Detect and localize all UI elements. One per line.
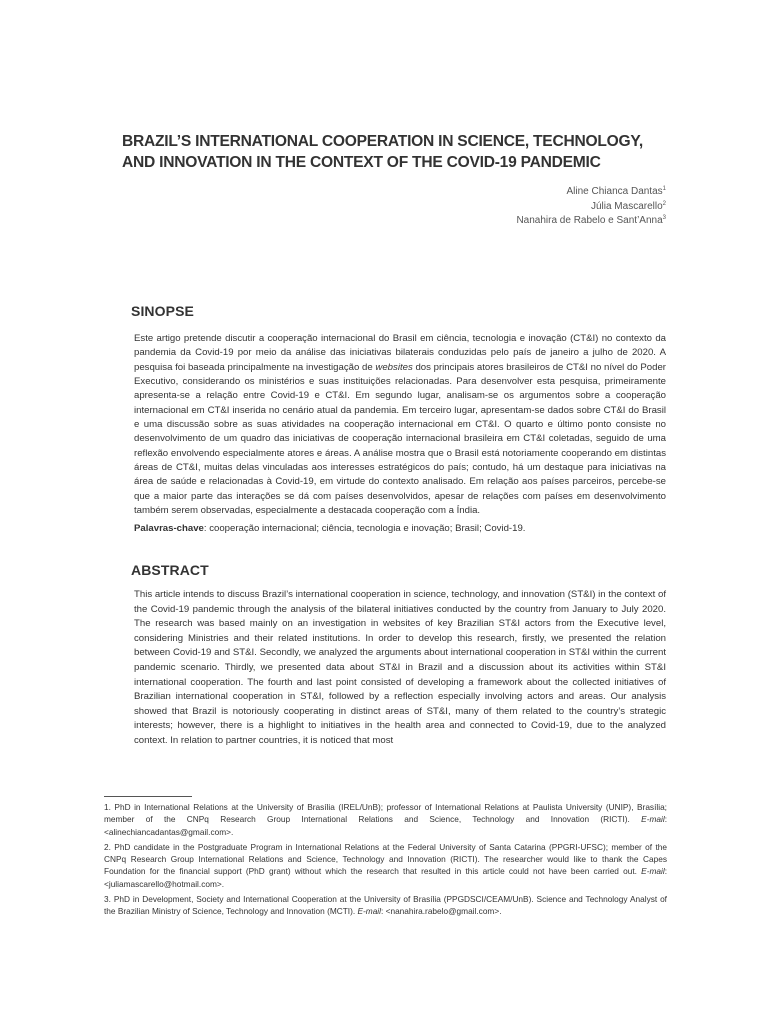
keywords-line — [134, 522, 666, 536]
abstract-heading: ABSTRACT — [131, 562, 209, 578]
sinopse-text-italic: websites — [375, 361, 413, 373]
footnote-3 — [104, 893, 667, 918]
footnote-text: 3. PhD in Development, Society and International Cooperation at the University of Brasília (PPGDSCI/CEAM/UnB). Science and Technology Analyst of the Brazilian Ministry of Science, Technology and Innovation (MCTI). — [104, 894, 667, 917]
author-3 — [516, 214, 666, 229]
footnote-2 — [104, 841, 667, 890]
email-address: : <nanahira.rabelo@gmail.com>. — [381, 906, 502, 917]
email-label: E-mail — [641, 814, 665, 825]
author-name: Nanahira de Rabelo e Sant’Anna — [516, 215, 663, 226]
footnotes — [104, 801, 667, 921]
author-list — [516, 185, 666, 229]
footnote-mark: 3 — [662, 215, 666, 221]
author-name: Aline Chianca Dantas — [566, 186, 663, 197]
sinopse-paragraph — [134, 332, 666, 518]
keywords-values: : cooperação internacional; ciência, tecnologia e inovação; Brasil; Covid-19. — [203, 523, 526, 534]
paper-title-line-1: BRAZIL’S INTERNATIONAL COOPERATION IN SCIENCE, TECHNOLOGY, — [122, 133, 643, 150]
paper-title — [122, 131, 682, 173]
footnote-mark: 1 — [662, 186, 666, 192]
footnote-text: 2. PhD candidate in the Postgraduate Program in International Relations at the Federal University of Santa Catarina (PPGRI-UFSC); member of the CNPq Research Group International Relations and Science, Technology and Innovation (RICTI). The researcher would like to thank the Capes Foundation for the financial support (PhD grant) without which the research that resulted in this article could not have been carried out. — [104, 841, 667, 877]
email-address: : <juliamascarello@hotmail.com>. — [104, 866, 667, 889]
sinopse-heading: SINOPSE — [131, 303, 194, 319]
footnote-mark: 2 — [662, 200, 666, 207]
footnote-1 — [104, 801, 667, 838]
author-2 — [516, 200, 666, 215]
author-name: Júlia Mascarello — [590, 200, 663, 212]
keywords-label: Palavras-chave — [134, 523, 204, 534]
abstract-paragraph: This article intends to discuss Brazil’s international cooperation in science, technology, and innovation (ST&I) in the context of the Covid-19 pandemic through the analysis of the bilateral initiatives conducted by the country from January to July 2020. The research was based mainly on an investigation in websites of key Brazilian ST&I actors from the Executive level, considering Ministries and their related institutions. In order to develop this research, firstly, we presented the relation between Covid-19 and ST&I. Secondly, we analyzed the arguments about international cooperation in ST&I within the current pandemic scenario. Thirdly, we presented data about ST&I in Brazil and a discussion about its activities within ST&I international cooperation. The fourth and last point consisted of developing a framework about the collected initiatives of Brazilian international cooperation in ST&I, followed by a reflection especially involving actors and areas. Our analysis showed that Brazil is notoriously cooperating in distinct areas of ST&I, many of them related to the country’s strategic interests; however, there is a highlight to initiatives in the health area and connected to Covid-19, due to the analyzed context. In relation to partner countries, it is noticed that most — [134, 589, 666, 746]
email-label: E-mail — [641, 866, 665, 877]
footnote-text: 1. PhD in International Relations at the University of Brasília (IREL/UnB); professor of International Relations at Paulista University (UNIP), Brasília; member of the CNPq Research Group International Relations and Science, Technology and Innovation (RICTI). — [104, 802, 667, 825]
email-address: : <alinechiancadantas@gmail.com>. — [104, 814, 667, 837]
author-1 — [516, 185, 666, 200]
email-label: E-mail — [357, 906, 381, 917]
sinopse-text-part-1: Este artigo pretende discutir a cooperação internacional do Brasil em ciência, tecnologia e inovação (CT&I) no contexto da pandemia da Covid-19 por meio da análise das iniciativas bilaterais conduzidas pelo país de janeiro a julho de 2020. A pesquisa foi baseada principalmente na investigação de — [134, 333, 666, 373]
paper-title-line-2: AND INNOVATION IN THE CONTEXT OF THE COVID-19 PANDEMIC — [122, 154, 601, 171]
sinopse-text-part-2: dos principais atores brasileiros de CT&I no nível do Poder Executivo, considerando os ministérios e suas instituições relacionadas. Para desenvolver esta pesquisa, primeiramente apresenta-se a relação entre Covid-19 e CT&I. Em segundo lugar, analisam-se os argumentos sobre a cooperação internacional em CT&I inserida no cenário atual da pandemia. Em terceiro lugar, apresentam-se dados sobre CT&I do Brasil e uma discussão sobre as suas atividades na cooperação internacional em CT&I. O quarto e último ponto consiste no desenvolvimento de um quadro das iniciativas de cooperação internacional brasileira em CT&I coletadas, seguido de uma reflexão envolvendo especialmente atores e áreas. A análise mostra que o Brasil está notoriamente cooperando em distintas áreas de CT&I, muitas delas vinculadas aos interesses estratégicos do país; contudo, há um destaque para iniciativas na área de saúde e relacionadas à Covid-19, em virtude do contexto analisado. Em relação aos países parceiros, percebe-se que a maior parte das interações se dá com países desenvolvidos, apesar de relações com países em desenvolvimento também serem observadas, especialmente a destacada cooperação com a Índia. — [134, 361, 667, 517]
footnote-divider — [104, 796, 192, 797]
